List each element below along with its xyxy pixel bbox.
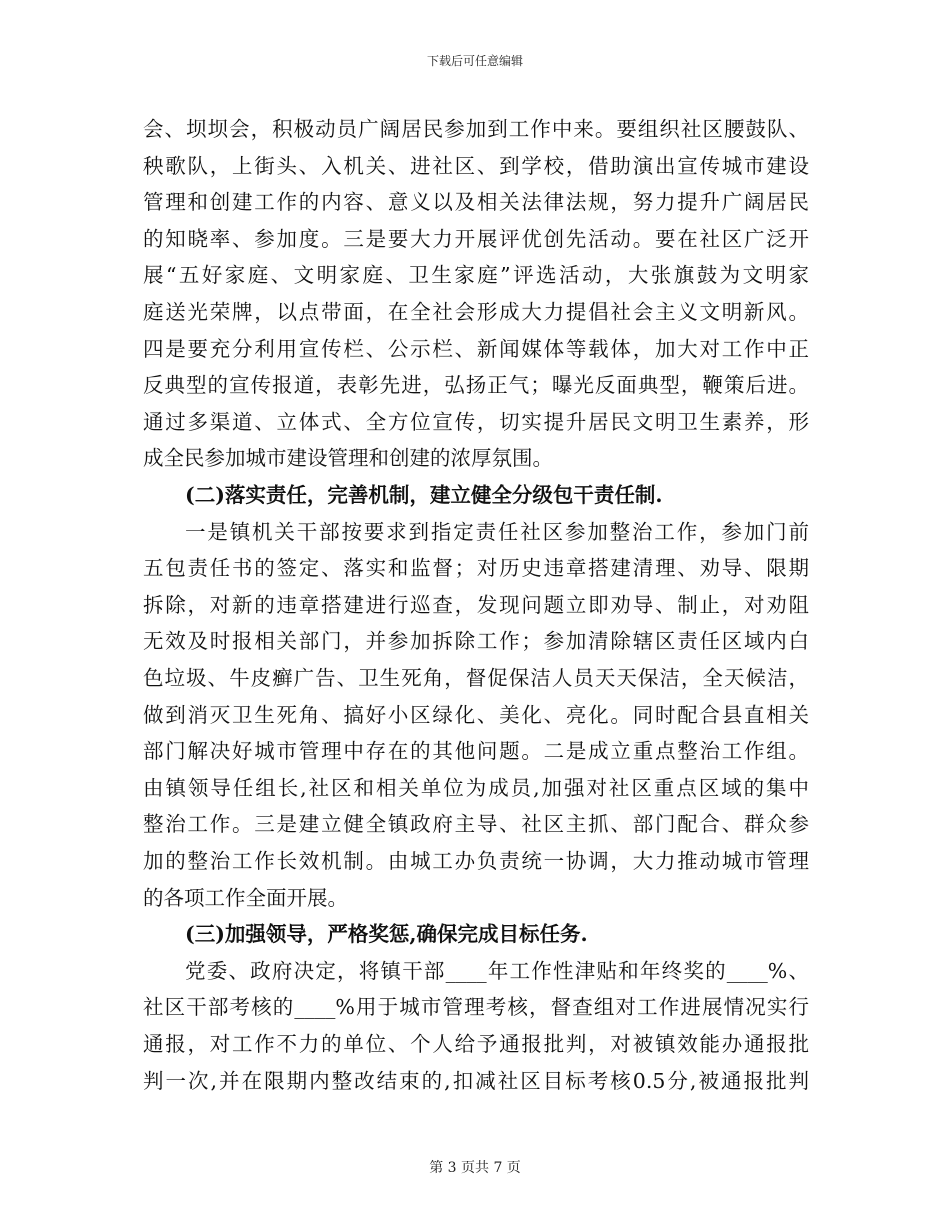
body-line: 五包责任书的签定、落实和监督；对历史违章搭建清理、劝导、限期	[143, 556, 809, 580]
body-line: 判一次,并在限期内整改结束的,扣减社区目标考核0.5分,被通报批判	[143, 1069, 809, 1093]
body-line: 展“五好家庭、文明家庭、卫生家庭”评选活动，大张旗鼓为文明家	[143, 263, 809, 287]
body-line: 管理和创建工作的内容、意义以及相关法律法规，努力提升广阔居民	[143, 190, 809, 214]
body-line: 成全民参加城市建设管理和创建的浓厚氛围。	[143, 446, 553, 470]
body-line: 拆除，对新的违章搭建进行巡查，发现问题立即劝导、制止，对劝阻	[143, 593, 809, 617]
section-heading-3: (三)加强领导，严格奖惩,确保完成目标任务.	[185, 922, 588, 946]
body-line: 做到消灭卫生死角、搞好小区绿化、美化、亮化。同时配合县直相关	[143, 703, 809, 727]
body-line: 通报，对工作不力的单位、个人给予通报批判，对被镇效能办通报批	[143, 1032, 809, 1056]
body-line: 的各项工作全面开展。	[143, 886, 348, 910]
body-line: 反典型的宣传报道，表彰先进，弘扬正气；曝光反面典型，鞭策后进。	[143, 373, 809, 397]
body-line: 色垃圾、牛皮癣广告、卫生死角，督促保洁人员天天保洁，全天候洁，	[143, 666, 809, 690]
body-line: 党委、政府决定，将镇干部____年工作性津贴和年终奖的____%、	[185, 959, 809, 983]
body-line: 加的整治工作长效机制。由城工办负责统一协调，大力推动城市管理	[143, 849, 809, 873]
body-line: 通过多渠道、立体式、全方位宣传，切实提升居民文明卫生素养，形	[143, 410, 809, 434]
body-line: 四是要充分利用宣传栏、公示栏、新闻媒体等载体，加大对工作中正	[143, 337, 809, 361]
section-heading-2: (二)落实责任，完善机制，建立健全分级包干责任制.	[185, 483, 663, 507]
body-line: 由镇领导任组长,社区和相关单位为成员,加强对社区重点区域的集中	[143, 776, 809, 800]
body-line: 整治工作。三是建立健全镇政府主导、社区主抓、部门配合、群众参	[143, 812, 809, 836]
page-footer: 第 3 页共 7 页	[429, 1160, 521, 1176]
body-line: 无效及时报相关部门，并参加拆除工作；参加清除辖区责任区域内白	[143, 629, 809, 653]
body-line: 一是镇机关干部按要求到指定责任社区参加整治工作，参加门前	[185, 520, 809, 544]
body-line: 秧歌队，上街头、入机关、进社区、到学校，借助演出宣传城市建设	[143, 154, 809, 178]
body-line: 社区干部考核的____%用于城市管理考核，督查组对工作进展情况实行	[143, 995, 809, 1019]
body-line: 的知晓率、参加度。三是要大力开展评优创先活动。要在社区广泛开	[143, 227, 809, 251]
body-line: 部门解决好城市管理中存在的其他问题。二是成立重点整治工作组。	[143, 739, 809, 763]
page-header: 下载后可任意编辑	[426, 54, 523, 68]
body-line: 庭送光荣牌，以点带面，在全社会形成大力提倡社会主义文明新风。	[143, 300, 809, 324]
body-line: 会、坝坝会，积极动员广阔居民参加到工作中来。要组织社区腰鼓队、	[143, 117, 809, 141]
